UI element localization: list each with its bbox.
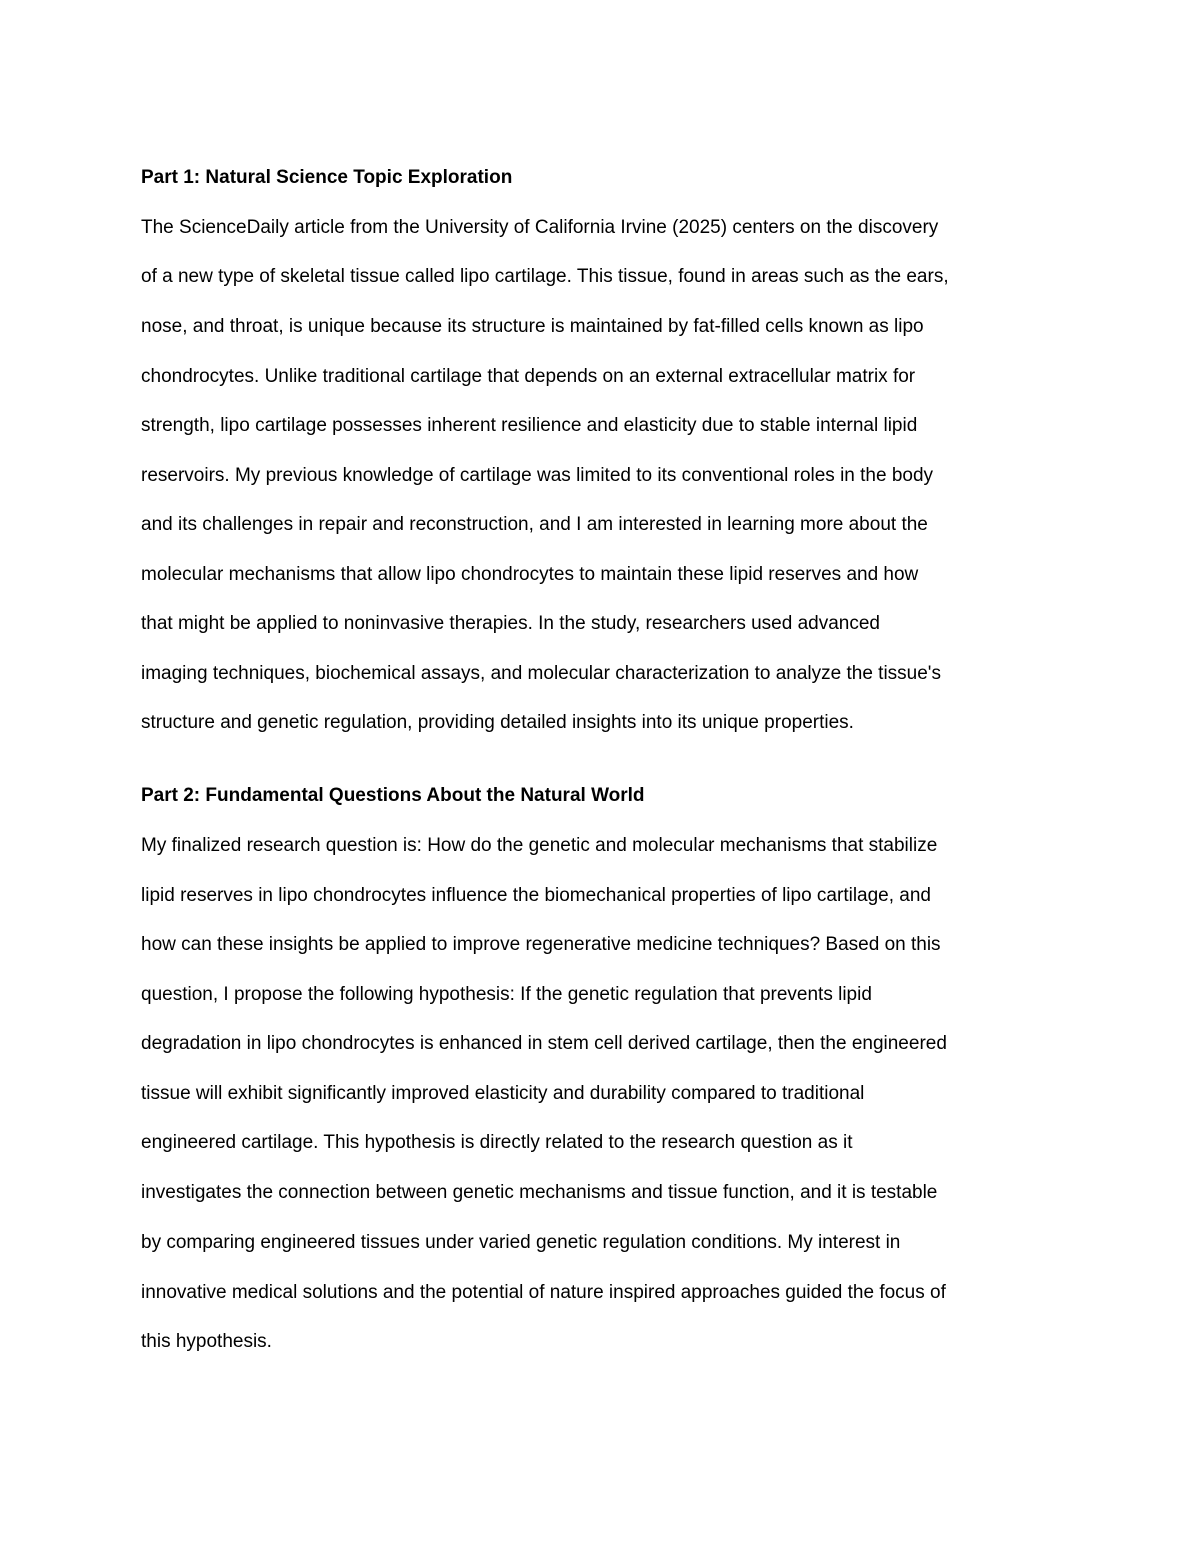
- paragraph-line: of a new type of skeletal tissue called lipo cartilage. This tissue, found in areas such as the ears,: [141, 266, 949, 287]
- paragraph-line: My finalized research question is: How do the genetic and molecular mechanisms that stabilize: [141, 835, 938, 856]
- paragraph-line: nose, and throat, is unique because its structure is maintained by fat-filled cells known as lipo: [141, 316, 924, 337]
- paragraph-line: molecular mechanisms that allow lipo chondrocytes to maintain these lipid reserves and how: [141, 564, 919, 585]
- paragraph-line: chondrocytes. Unlike traditional cartilage that depends on an external extracellular matrix for: [141, 366, 916, 387]
- paragraph-line: strength, lipo cartilage possesses inherent resilience and elasticity due to stable internal lipid: [141, 415, 918, 436]
- paragraph-line: question, I propose the following hypothesis: If the genetic regulation that prevents lipid: [141, 984, 872, 1005]
- paragraph-line: degradation in lipo chondrocytes is enhanced in stem cell derived cartilage, then the engineered: [141, 1033, 947, 1054]
- paragraph-line: engineered cartilage. This hypothesis is directly related to the research question as it: [141, 1132, 853, 1153]
- paragraph-line: reservoirs. My previous knowledge of cartilage was limited to its conventional roles in the body: [141, 465, 934, 486]
- paragraph-line: how can these insights be applied to improve regenerative medicine techniques? Based on this: [141, 934, 941, 955]
- paragraph-line: investigates the connection between genetic mechanisms and tissue function, and it is testable: [141, 1182, 938, 1203]
- section-heading: Part 1: Natural Science Topic Exploration: [141, 167, 513, 188]
- paragraph-line: and its challenges in repair and reconstruction, and I am interested in learning more about the: [141, 514, 928, 535]
- paragraph-line: tissue will exhibit significantly improved elasticity and durability compared to traditional: [141, 1083, 865, 1104]
- paragraph-line: structure and genetic regulation, providing detailed insights into its unique properties.: [141, 712, 854, 733]
- paragraph-line: this hypothesis.: [141, 1331, 272, 1352]
- section-heading: Part 2: Fundamental Questions About the Natural World: [141, 785, 645, 806]
- paragraph-line: The ScienceDaily article from the University of California Irvine (2025) centers on the discovery: [141, 217, 939, 238]
- paragraph-line: lipid reserves in lipo chondrocytes influence the biomechanical properties of lipo cartilage, and: [141, 885, 932, 906]
- paragraph-line: innovative medical solutions and the potential of nature inspired approaches guided the focus of: [141, 1282, 946, 1303]
- paragraph-line: imaging techniques, biochemical assays, and molecular characterization to analyze the tissue's: [141, 663, 941, 684]
- paragraph-line: that might be applied to noninvasive therapies. In the study, researchers used advanced: [141, 613, 880, 634]
- paragraph-line: by comparing engineered tissues under varied genetic regulation conditions. My interest in: [141, 1232, 901, 1253]
